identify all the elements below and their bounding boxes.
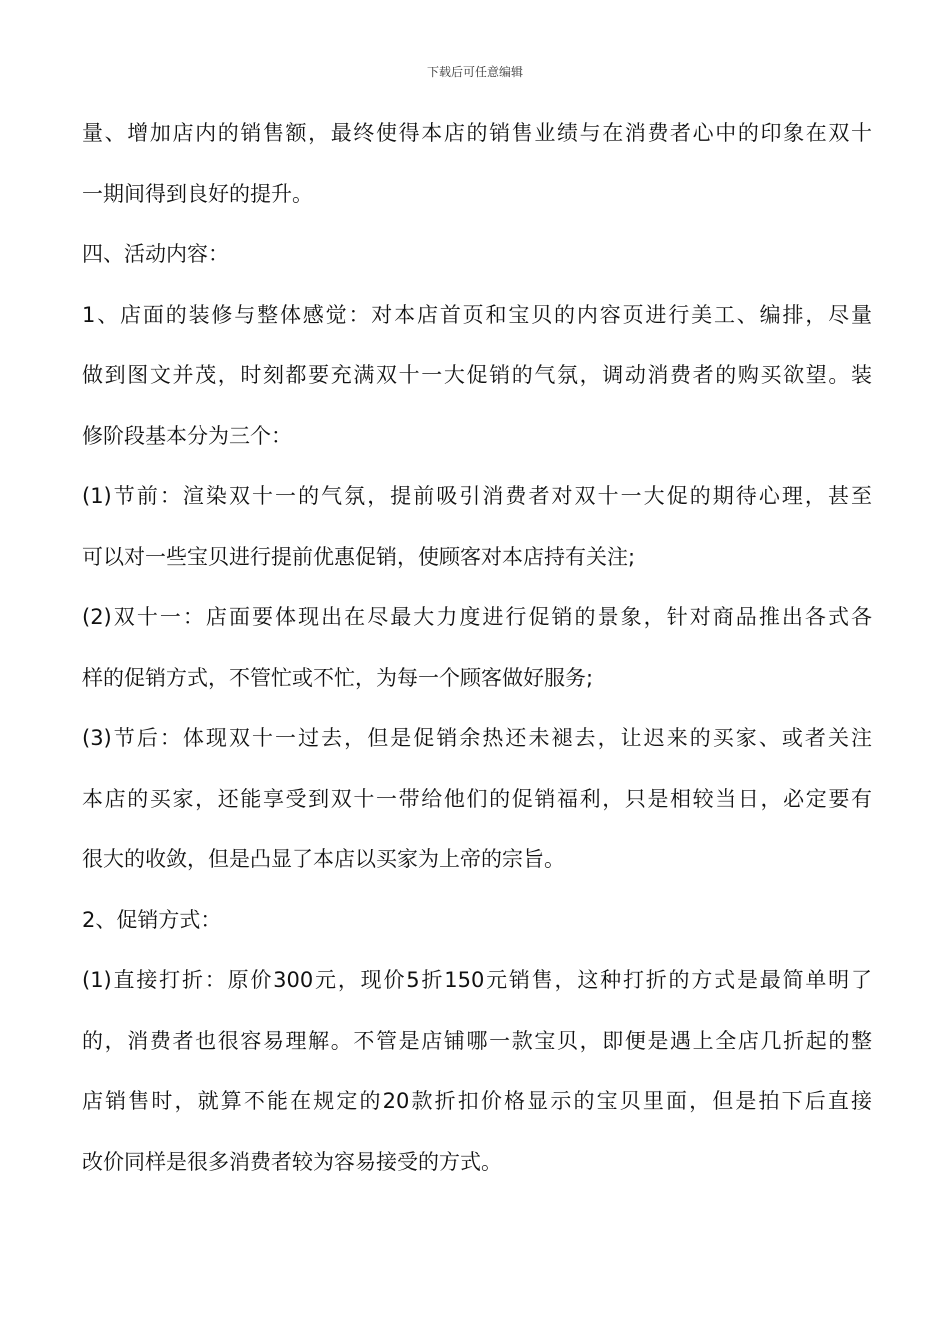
paragraph-line: 做到图文并茂，时刻都要充满双十一大促销的气氛，调动消费者的购买欲望。装 (82, 363, 872, 387)
paragraph-line: 的，消费者也很容易理解。不管是店铺哪一款宝贝，即便是遇上全店几折起的整 (82, 1028, 872, 1053)
paragraph-line: (3)节后：体现双十一过去，但是促销余热还未褪去，让迟来的买家、或者关注 (82, 726, 872, 750)
section-heading: 2、促销方式： (82, 907, 222, 932)
paragraph-line: (1)直接打折：原价300元，现价5折150元销售，这种打折的方式是最简单明了 (82, 968, 872, 992)
paragraph-line: 店销售时，就算不能在规定的20款折扣价格显示的宝贝里面，但是拍下后直接 (82, 1089, 872, 1113)
paragraph-line: 样的促销方式，不管忙或不忙，为每一个顾客做好服务; (82, 665, 594, 690)
paragraph-line: 可以对一些宝贝进行提前优惠促销，使顾客对本店持有关注; (82, 544, 636, 569)
paragraph-line: 本店的买家，还能享受到双十一带给他们的促销福利，只是相较当日，必定要有 (82, 786, 872, 811)
paragraph-line: 改价同样是很多消费者较为容易接受的方式。 (82, 1149, 502, 1174)
section-heading: 四、活动内容： (82, 242, 229, 266)
paragraph-line: 1、店面的装修与整体感觉：对本店首页和宝贝的内容页进行美工、编排，尽量 (82, 302, 872, 327)
page-header: 下载后可任意编辑 (426, 65, 523, 79)
paragraph-line: 量、增加店内的销售额，最终使得本店的销售业绩与在消费者心中的印象在双十 (82, 121, 872, 145)
paragraph-line: 修阶段基本分为三个： (82, 423, 292, 448)
document-body (82, 118, 872, 1207)
paragraph-line: 一期间得到良好的提升。 (82, 181, 313, 206)
paragraph-line: (2)双十一：店面要体现出在尽最大力度进行促销的景象，针对商品推出各式各 (82, 605, 872, 629)
paragraph-line: (1)节前：渲染双十一的气氛，提前吸引消费者对双十一大促的期待心理，甚至 (82, 484, 872, 508)
paragraph-line: 很大的收敛，但是凸显了本店以买家为上帝的宗旨。 (82, 847, 565, 871)
